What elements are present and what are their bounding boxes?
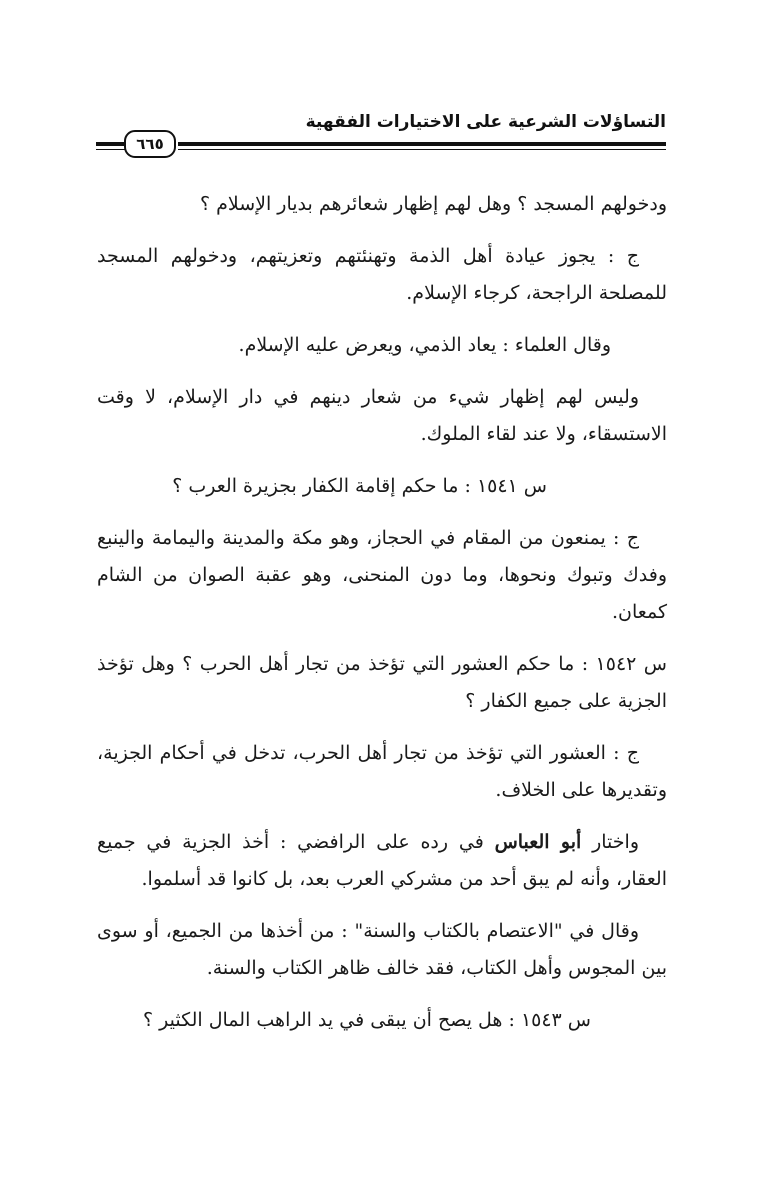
page-header — [96, 108, 666, 168]
header-rule-left-thick — [96, 142, 126, 146]
header-rule-thin — [178, 149, 666, 150]
paragraph-text-start: واختار — [581, 831, 639, 853]
page-number: ٦٦٥ — [124, 130, 176, 158]
question-heading: س ١٥٤٢ : ما حكم العشور التي تؤخذ من تجار أهل الحرب ؟ وهل تؤخذ الجزية على جميع الكفار ؟ — [97, 653, 668, 712]
paragraph: وليس لهم إظهار شيء من شعار دينهم في دار الإسلام، لا وقت الاستسقاء، ولا عند لقاء الملوك. — [97, 386, 667, 445]
question-heading: س ١٥٤١ : ما حكم إقامة الكفار بجزيرة العرب ؟ — [172, 475, 547, 497]
header-rule-thick — [178, 142, 666, 146]
paragraph-text-end: في رده على الرافضي : أخذ الجزية في جميع العقار، وأنه لم يبق أحد من مشركي العرب بعد، بل كانوا قد أسلموا. — [97, 831, 667, 890]
paragraph: وقال في "الاعتصام بالكتاب والسنة" : من أخذها من الجميع، أو سوى بين المجوس وأهل الكتاب، فقد خالف ظاهر الكتاب والسنة. — [97, 920, 667, 979]
paragraph — [97, 824, 667, 898]
answer-paragraph: ج : العشور التي تؤخذ من تجار أهل الحرب، تدخل في أحكام الجزية، وتقديرها على الخلاف. — [97, 742, 667, 801]
scholar-name: أبو العباس — [494, 831, 582, 853]
answer-paragraph: ج : يمنعون من المقام في الحجاز، وهو مكة والمدينة واليمامة والينبع وفدك وتبوك ونحوها، وما دون المنحنى، وهو عقبة الصوان من الشام كمعان. — [97, 527, 667, 623]
page-body — [97, 186, 667, 1054]
paragraph: وقال العلماء : يعاد الذمي، ويعرض عليه الإسلام. — [238, 334, 611, 356]
answer-paragraph: ج : يجوز عيادة أهل الذمة وتهنئتهم وتعزيتهم، ودخولهم المسجد للمصلحة الراجحة، كرجاء الإسلام. — [97, 245, 667, 304]
header-rule-left-thin — [96, 149, 126, 150]
paragraph-continuation: ودخولهم المسجد ؟ وهل لهم إظهار شعائرهم بديار الإسلام ؟ — [199, 193, 667, 215]
question-heading: س ١٥٤٣ : هل يصح أن يبقى في يد الراهب المال الكثير ؟ — [143, 1009, 591, 1031]
running-title: التساؤلات الشرعية على الاختيارات الفقهية — [305, 112, 666, 132]
